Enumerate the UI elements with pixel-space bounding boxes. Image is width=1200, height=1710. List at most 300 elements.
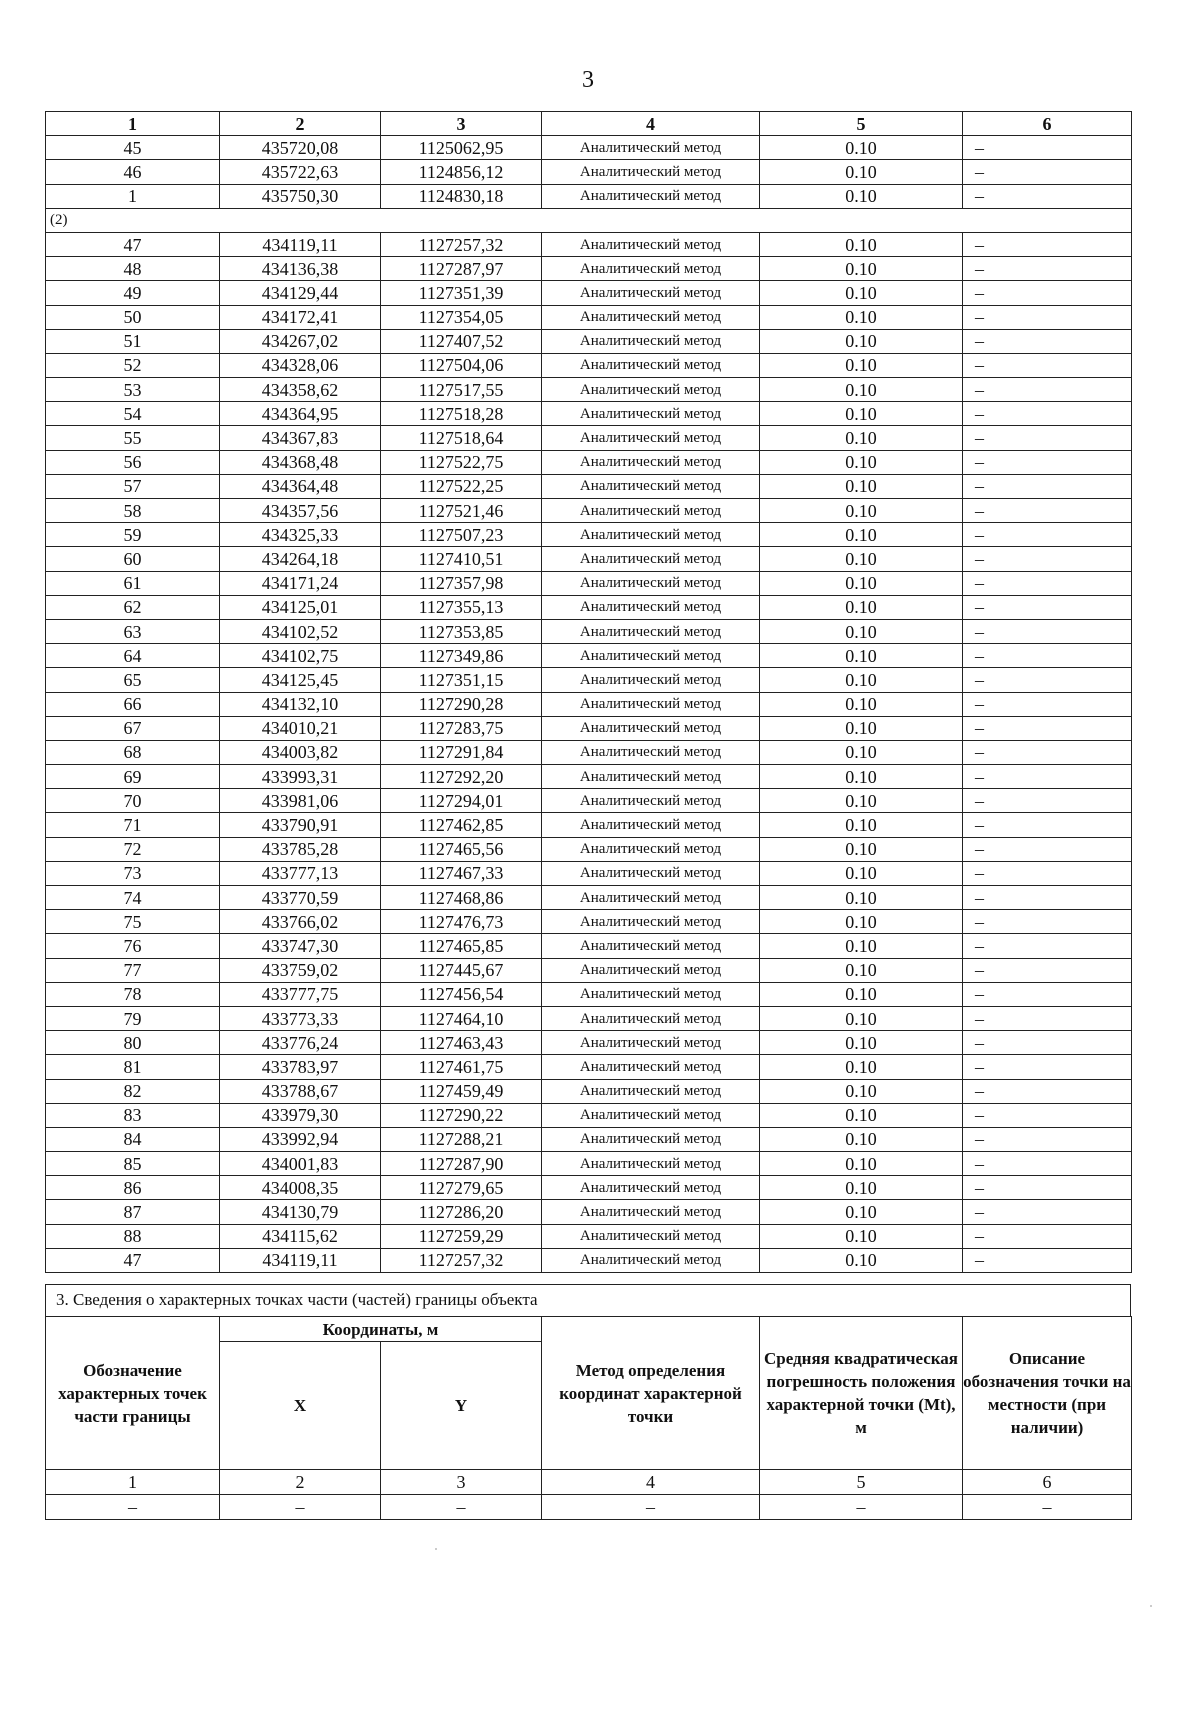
cell-x: 434115,62 [220,1224,381,1248]
cell-x: 433790,91 [220,813,381,837]
cell-x: 433981,06 [220,789,381,813]
cell-mt: 0.10 [760,232,963,256]
cell-desc: – [963,474,1132,498]
cell-method: Аналитический метод [542,1200,760,1224]
cell-y: 1127286,20 [381,1200,542,1224]
cell-x: 434119,11 [220,232,381,256]
cell-x: 433992,94 [220,1127,381,1151]
cell-method: Аналитический метод [542,257,760,281]
cell-mt: 0.10 [760,837,963,861]
cell-n: 72 [46,837,220,861]
cell-n: 87 [46,1200,220,1224]
cell-n: 69 [46,765,220,789]
cell-mt: 0.10 [760,1079,963,1103]
cell-x: 434119,11 [220,1248,381,1272]
cell-mt: 0.10 [760,1248,963,1272]
cell-n: 86 [46,1176,220,1200]
table-row [46,1055,1132,1079]
cell-x: 434102,75 [220,644,381,668]
header-cell: 6 [963,112,1132,136]
table-row [46,547,1132,571]
number-cell: 5 [760,1470,963,1495]
cell-desc: – [963,1224,1132,1248]
cell-mt: 0.10 [760,305,963,329]
cell-method: Аналитический метод [542,136,760,160]
cell-n: 88 [46,1224,220,1248]
dash-cell: – [542,1495,760,1520]
cell-desc: – [963,402,1132,426]
cell-y: 1127279,65 [381,1176,542,1200]
cell-desc: – [963,184,1132,208]
cell-x: 433766,02 [220,910,381,934]
dash-cell: – [381,1495,542,1520]
cell-mt: 0.10 [760,1127,963,1151]
table-row [46,789,1132,813]
cell-x: 434368,48 [220,450,381,474]
cell-mt: 0.10 [760,257,963,281]
cell-desc: – [963,499,1132,523]
table-row [46,571,1132,595]
cell-mt: 0.10 [760,1006,963,1030]
scan-speck [435,1548,437,1550]
cell-y: 1127355,13 [381,595,542,619]
cell-mt: 0.10 [760,716,963,740]
cell-n: 56 [46,450,220,474]
cell-mt: 0.10 [760,378,963,402]
cell-n: 59 [46,523,220,547]
cell-method: Аналитический метод [542,789,760,813]
table-row [46,499,1132,523]
cell-method: Аналитический метод [542,619,760,643]
cell-x: 434102,52 [220,619,381,643]
header-cell: 4 [542,112,760,136]
cell-x: 433776,24 [220,1031,381,1055]
cell-method: Аналитический метод [542,547,760,571]
cell-n: 76 [46,934,220,958]
cell-method: Аналитический метод [542,765,760,789]
header-description: Описание обозначения точки на местности (при наличии) [963,1317,1132,1470]
header-cell: 1 [46,112,220,136]
parts-number-row [46,1470,1132,1495]
parts-header-row [46,1317,1132,1342]
cell-method: Аналитический метод [542,1031,760,1055]
table-row [46,474,1132,498]
cell-desc: – [963,426,1132,450]
table-row [46,837,1132,861]
cell-desc: – [963,716,1132,740]
cell-mt: 0.10 [760,644,963,668]
cell-mt: 0.10 [760,619,963,643]
dash-cell: – [46,1495,220,1520]
dash-cell: – [963,1495,1132,1520]
table-row [46,716,1132,740]
cell-mt: 0.10 [760,402,963,426]
cell-y: 1127354,05 [381,305,542,329]
cell-mt: 0.10 [760,1200,963,1224]
cell-mt: 0.10 [760,523,963,547]
cell-method: Аналитический метод [542,1152,760,1176]
cell-n: 68 [46,740,220,764]
cell-desc: – [963,571,1132,595]
table-row [46,136,1132,160]
cell-y: 1127476,73 [381,910,542,934]
number-cell: 4 [542,1470,760,1495]
table-row [46,934,1132,958]
cell-y: 1127518,28 [381,402,542,426]
cell-desc: – [963,1248,1132,1272]
cell-method: Аналитический метод [542,402,760,426]
scan-speck [1150,1605,1152,1607]
cell-n: 78 [46,982,220,1006]
cell-desc: – [963,934,1132,958]
cell-mt: 0.10 [760,692,963,716]
cell-y: 1127456,54 [381,982,542,1006]
cell-y: 1127257,32 [381,232,542,256]
cell-desc: – [963,1152,1132,1176]
cell-y: 1127463,43 [381,1031,542,1055]
cell-mt: 0.10 [760,740,963,764]
cell-method: Аналитический метод [542,1079,760,1103]
cell-n: 47 [46,232,220,256]
cell-x: 434003,82 [220,740,381,764]
cell-x: 433747,30 [220,934,381,958]
header-cell: 2 [220,112,381,136]
cell-x: 434357,56 [220,499,381,523]
table-row [46,982,1132,1006]
cell-method: Аналитический метод [542,1127,760,1151]
header-x: X [220,1342,381,1470]
cell-n: 57 [46,474,220,498]
table-row [46,619,1132,643]
cell-method: Аналитический метод [542,1248,760,1272]
cell-desc: – [963,765,1132,789]
cell-n: 81 [46,1055,220,1079]
cell-method: Аналитический метод [542,716,760,740]
cell-method: Аналитический метод [542,474,760,498]
cell-x: 434171,24 [220,571,381,595]
cell-y: 1127459,49 [381,1079,542,1103]
cell-method: Аналитический метод [542,450,760,474]
cell-x: 434358,62 [220,378,381,402]
table-row [46,257,1132,281]
cell-x: 433979,30 [220,1103,381,1127]
table-row [46,1152,1132,1176]
cell-method: Аналитический метод [542,232,760,256]
cell-x: 434325,33 [220,523,381,547]
cell-n: 77 [46,958,220,982]
cell-n: 74 [46,886,220,910]
cell-n: 1 [46,184,220,208]
cell-y: 1127504,06 [381,353,542,377]
cell-desc: – [963,136,1132,160]
table-row [46,813,1132,837]
cell-n: 80 [46,1031,220,1055]
table-row [46,426,1132,450]
cell-mt: 0.10 [760,571,963,595]
cell-y: 1127522,25 [381,474,542,498]
cell-desc: – [963,547,1132,571]
cell-mt: 0.10 [760,450,963,474]
cell-y: 1127259,29 [381,1224,542,1248]
cell-desc: – [963,886,1132,910]
table-row [46,305,1132,329]
number-cell: 3 [381,1470,542,1495]
cell-desc: – [963,329,1132,353]
cell-y: 1127465,85 [381,934,542,958]
cell-desc: – [963,1055,1132,1079]
cell-n: 61 [46,571,220,595]
cell-y: 1127357,98 [381,571,542,595]
cell-mt: 0.10 [760,789,963,813]
cell-method: Аналитический метод [542,281,760,305]
table-row [46,1224,1132,1248]
cell-desc: – [963,305,1132,329]
cell-desc: – [963,1031,1132,1055]
table-row [46,1031,1132,1055]
cell-method: Аналитический метод [542,571,760,595]
cell-y: 1127462,85 [381,813,542,837]
cell-x: 434364,95 [220,402,381,426]
table-row [46,886,1132,910]
cell-method: Аналитический метод [542,644,760,668]
table-row [46,1079,1132,1103]
header-mean-error: Средняя квадратическая погрешность положения характерной точки (Mt), м [760,1317,963,1470]
cell-n: 62 [46,595,220,619]
cell-desc: – [963,1006,1132,1030]
cell-n: 63 [46,619,220,643]
cell-y: 1127522,75 [381,450,542,474]
cell-x: 434132,10 [220,692,381,716]
cell-desc: – [963,692,1132,716]
cell-n: 60 [46,547,220,571]
table-row [46,378,1132,402]
cell-mt: 0.10 [760,184,963,208]
cell-method: Аналитический метод [542,668,760,692]
cell-y: 1127507,23 [381,523,542,547]
cell-y: 1127351,15 [381,668,542,692]
cell-mt: 0.10 [760,934,963,958]
cell-desc: – [963,982,1132,1006]
cell-method: Аналитический метод [542,305,760,329]
table-row [46,668,1132,692]
cell-mt: 0.10 [760,353,963,377]
cell-method: Аналитический метод [542,353,760,377]
cell-method: Аналитический метод [542,910,760,934]
cell-y: 1127287,97 [381,257,542,281]
cell-method: Аналитический метод [542,595,760,619]
cell-x: 434367,83 [220,426,381,450]
table-row [46,450,1132,474]
cell-desc: – [963,160,1132,184]
cell-y: 1127257,32 [381,1248,542,1272]
cell-mt: 0.10 [760,160,963,184]
table-row [46,692,1132,716]
cell-desc: – [963,378,1132,402]
dash-cell: – [220,1495,381,1520]
cell-mt: 0.10 [760,765,963,789]
cell-method: Аналитический метод [542,837,760,861]
cell-n: 47 [46,1248,220,1272]
cell-y: 1127283,75 [381,716,542,740]
cell-desc: – [963,619,1132,643]
table-row [46,910,1132,934]
cell-mt: 0.10 [760,1055,963,1079]
cell-x: 435722,63 [220,160,381,184]
cell-y: 1127291,84 [381,740,542,764]
table-row [46,232,1132,256]
table-row [46,958,1132,982]
cell-x: 434130,79 [220,1200,381,1224]
cell-mt: 0.10 [760,1224,963,1248]
cell-n: 53 [46,378,220,402]
cell-method: Аналитический метод [542,861,760,885]
cell-n: 85 [46,1152,220,1176]
cell-x: 434136,38 [220,257,381,281]
cell-method: Аналитический метод [542,813,760,837]
cell-desc: – [963,910,1132,934]
cell-x: 435720,08 [220,136,381,160]
cell-mt: 0.10 [760,1176,963,1200]
cell-x: 433777,75 [220,982,381,1006]
cell-n: 79 [46,1006,220,1030]
header-method: Метод определения координат характерной точки [542,1317,760,1470]
cell-mt: 0.10 [760,595,963,619]
number-cell: 6 [963,1470,1132,1495]
cell-n: 66 [46,692,220,716]
cell-y: 1127290,22 [381,1103,542,1127]
cell-mt: 0.10 [760,547,963,571]
table-row [46,402,1132,426]
cell-n: 46 [46,160,220,184]
table-row [46,523,1132,547]
cell-y: 1127521,46 [381,499,542,523]
cell-y: 1127288,21 [381,1127,542,1151]
part-boundary-points-table [45,1316,1132,1520]
cell-method: Аналитический метод [542,499,760,523]
table-header-row [46,112,1132,136]
cell-n: 65 [46,668,220,692]
table-row [46,1127,1132,1151]
page-number: 3 [582,67,594,93]
cell-x: 434125,45 [220,668,381,692]
cell-x: 433777,13 [220,861,381,885]
cell-desc: – [963,232,1132,256]
cell-x: 434001,83 [220,1152,381,1176]
cell-mt: 0.10 [760,329,963,353]
cell-x: 434172,41 [220,305,381,329]
cell-n: 48 [46,257,220,281]
cell-n: 67 [46,716,220,740]
cell-n: 51 [46,329,220,353]
cell-method: Аналитический метод [542,1224,760,1248]
cell-y: 1125062,95 [381,136,542,160]
cell-n: 82 [46,1079,220,1103]
cell-desc: – [963,958,1132,982]
cell-n: 73 [46,861,220,885]
cell-desc: – [963,1176,1132,1200]
cell-y: 1127518,64 [381,426,542,450]
cell-n: 55 [46,426,220,450]
cell-mt: 0.10 [760,281,963,305]
cell-n: 71 [46,813,220,837]
cell-y: 1127517,55 [381,378,542,402]
cell-mt: 0.10 [760,474,963,498]
cell-method: Аналитический метод [542,982,760,1006]
cell-desc: – [963,281,1132,305]
cell-y: 1127351,39 [381,281,542,305]
cell-method: Аналитический метод [542,886,760,910]
cell-desc: – [963,450,1132,474]
cell-desc: – [963,837,1132,861]
cell-mt: 0.10 [760,861,963,885]
number-cell: 2 [220,1470,381,1495]
cell-mt: 0.10 [760,1103,963,1127]
cell-x: 433773,33 [220,1006,381,1030]
cell-y: 1124830,18 [381,184,542,208]
cell-y: 1127461,75 [381,1055,542,1079]
cell-y: 1127294,01 [381,789,542,813]
cell-mt: 0.10 [760,813,963,837]
cell-y: 1127465,56 [381,837,542,861]
cell-y: 1127410,51 [381,547,542,571]
cell-desc: – [963,1200,1132,1224]
table-row [46,160,1132,184]
section-3-title: 3. Сведения о характерных точках части (частей) границы объекта [45,1284,1131,1316]
cell-method: Аналитический метод [542,184,760,208]
cell-method: Аналитический метод [542,1176,760,1200]
cell-x: 433785,28 [220,837,381,861]
cell-mt: 0.10 [760,1152,963,1176]
table-row [46,765,1132,789]
cell-desc: – [963,861,1132,885]
cell-mt: 0.10 [760,426,963,450]
cell-n: 75 [46,910,220,934]
cell-y: 1127468,86 [381,886,542,910]
cell-method: Аналитический метод [542,160,760,184]
cell-method: Аналитический метод [542,692,760,716]
cell-desc: – [963,789,1132,813]
cell-x: 434328,06 [220,353,381,377]
cell-y: 1127287,90 [381,1152,542,1176]
cell-method: Аналитический метод [542,378,760,402]
cell-method: Аналитический метод [542,740,760,764]
coordinates-table [45,111,1132,1273]
table-row [46,1006,1132,1030]
cell-n: 70 [46,789,220,813]
cell-x: 433788,67 [220,1079,381,1103]
group-row [46,208,1132,232]
cell-desc: – [963,353,1132,377]
cell-y: 1127349,86 [381,644,542,668]
parts-empty-row [46,1495,1132,1520]
header-cell: 5 [760,112,963,136]
cell-mt: 0.10 [760,910,963,934]
cell-method: Аналитический метод [542,958,760,982]
cell-n: 45 [46,136,220,160]
cell-x: 433770,59 [220,886,381,910]
cell-desc: – [963,813,1132,837]
table-row [46,861,1132,885]
header-cell: 3 [381,112,542,136]
cell-method: Аналитический метод [542,523,760,547]
cell-y: 1127467,33 [381,861,542,885]
cell-desc: – [963,257,1132,281]
cell-x: 434364,48 [220,474,381,498]
cell-method: Аналитический метод [542,426,760,450]
dash-cell: – [760,1495,963,1520]
table-row [46,595,1132,619]
cell-method: Аналитический метод [542,1006,760,1030]
